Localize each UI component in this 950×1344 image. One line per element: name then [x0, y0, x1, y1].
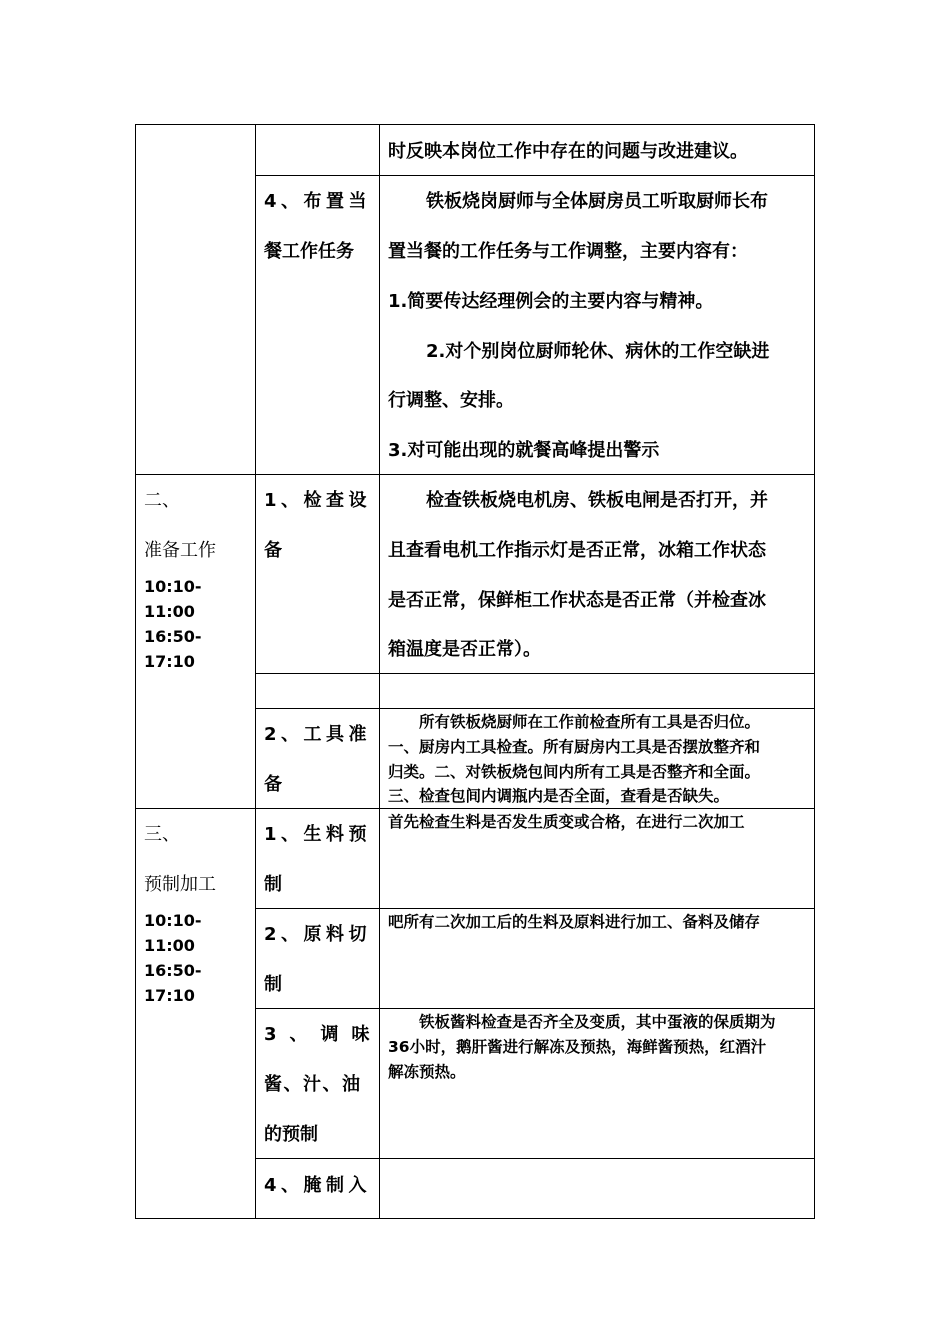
step-label: 制 — [264, 874, 282, 895]
content-line: 是否正常，保鲜柜工作状态是否正常（并检查冰 — [388, 590, 766, 611]
content-line: 吧所有二次加工后的生料及原料进行加工、备料及储存 — [388, 913, 761, 931]
content-line: 时反映本岗位工作中存在的问题与改进建议。 — [388, 141, 748, 162]
content-line: 1.简要传达经理例会的主要内容与精神。 — [388, 291, 714, 312]
content-line: 且查看电机工作指示灯是否正常，冰箱工作状态 — [388, 540, 766, 561]
content-line: 置当餐的工作任务与工作调整，主要内容有： — [388, 241, 748, 262]
time-range: 10:10- — [144, 577, 202, 596]
content-line: 铁板酱料检查是否齐全及变质，其中蛋液的保质期为 — [419, 1013, 776, 1031]
content-line: 36小时，鹅肝酱进行解冻及预热，海鲜酱预热，红酒汁 — [388, 1038, 767, 1056]
table-border-bottom — [135, 1218, 815, 1219]
content-line: 铁板烧岗厨师与全体厨房员工听取厨师长布 — [426, 191, 768, 212]
content-line: 3.对可能出现的就餐高峰提出警示 — [388, 440, 660, 461]
content-line: 一、厨房内工具检查。所有厨房内工具是否摆放整齐和 — [388, 738, 761, 756]
content-line: 行调整、安排。 — [388, 390, 514, 411]
row-divider — [255, 1008, 815, 1009]
step-label: 4、腌制入 — [264, 1175, 372, 1196]
section-number: 三、 — [144, 824, 180, 845]
content-line: 检查铁板烧电机房、铁板电闸是否打开，并 — [426, 490, 768, 511]
table-border-top — [135, 124, 815, 125]
time-range: 11:00 — [144, 602, 195, 621]
content-line: 2.对个别岗位厨师轮休、病休的工作空缺进 — [426, 341, 770, 362]
time-range: 16:50- — [144, 627, 202, 646]
row-divider — [255, 908, 815, 909]
content-line: 首先检查生料是否发生质变或合格，在进行二次加工 — [388, 813, 745, 831]
row-divider — [255, 1158, 815, 1159]
section-title: 预制加工 — [144, 874, 216, 895]
content-line: 三、检查包间内调瓶内是否全面，查看是否缺失。 — [388, 787, 730, 805]
step-label: 3、调味 — [264, 1024, 383, 1045]
table-border-left — [135, 124, 136, 1219]
section-number: 二、 — [144, 490, 180, 511]
time-range: 10:10- — [144, 911, 202, 930]
step-label: 餐工作任务 — [264, 241, 354, 262]
step-label: 1、检查设 — [264, 490, 372, 511]
time-range: 11:00 — [144, 936, 195, 955]
step-label: 的预制 — [264, 1124, 318, 1145]
step-label: 制 — [264, 974, 282, 995]
step-label: 酱、汁、油 — [264, 1074, 362, 1095]
section-title: 准备工作 — [144, 540, 216, 561]
content-line: 箱温度是否正常）。 — [388, 639, 541, 660]
step-label: 1、生料预 — [264, 824, 372, 845]
time-range: 16:50- — [144, 961, 202, 980]
procedure-table — [135, 124, 815, 1219]
table-border-right — [814, 124, 815, 1219]
step-label: 2、工具准 — [264, 724, 372, 745]
time-range: 17:10 — [144, 652, 195, 671]
step-label: 备 — [264, 540, 282, 561]
row-divider — [255, 708, 815, 709]
content-line: 解冻预热。 — [388, 1063, 466, 1081]
step-label: 4、布置当 — [264, 191, 372, 212]
time-range: 17:10 — [144, 986, 195, 1005]
content-line: 所有铁板烧厨师在工作前检查所有工具是否归位。 — [419, 713, 761, 731]
step-label: 2、原料切 — [264, 924, 372, 945]
column-divider-1 — [255, 124, 256, 1219]
content-line: 归类。二、对铁板烧包间内所有工具是否整齐和全面。 — [388, 763, 761, 781]
step-label: 备 — [264, 774, 282, 795]
